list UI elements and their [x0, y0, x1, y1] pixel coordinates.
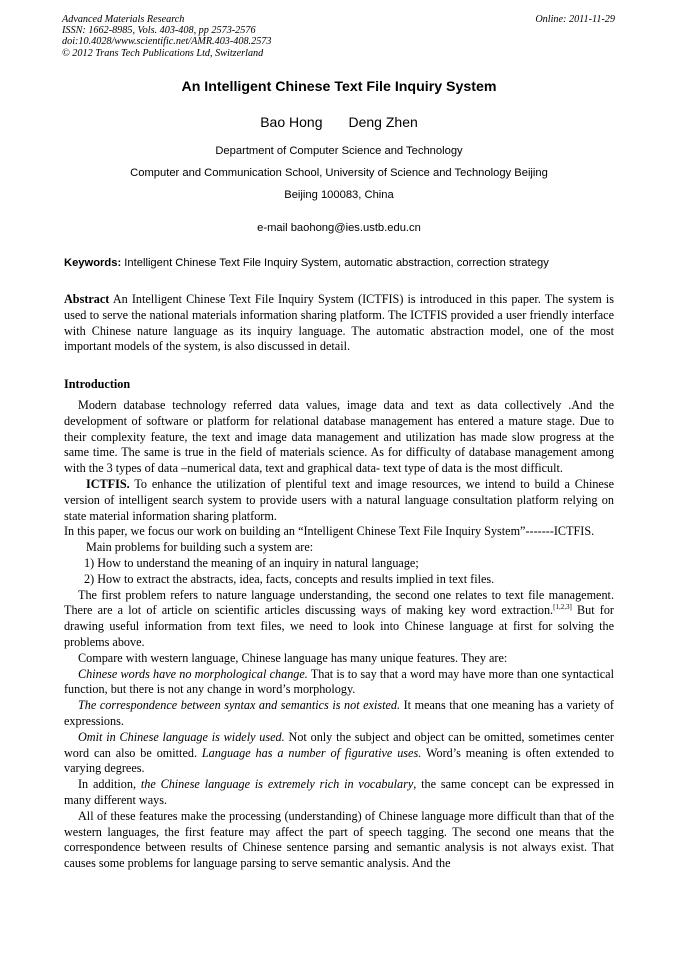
affiliation-city: Beijing 100083, China	[284, 189, 394, 201]
author-name: Bao Hong	[260, 114, 323, 130]
abstract-text: An Intelligent Chinese Text File Inquiry System (ICTFIS) is introduced in this paper. The system is used to serve the national materials information sharing platform. The ICTFIS provided a user friendly interface with Chinese nature language as its inquiry language. The automatic abstraction model, one of the most important models of the system, is also discussed in detail.	[64, 292, 614, 354]
inline-bold: ICTFIS.	[86, 476, 130, 491]
author-list	[0, 114, 678, 130]
author-email: e-mail baohong@ies.ustb.edu.cn	[257, 222, 421, 234]
section-heading: Introduction	[64, 377, 131, 391]
online-date: Online: 2011-11-29	[535, 14, 615, 25]
keywords-text: Intelligent Chinese Text File Inquiry System, automatic abstraction, correction strategy	[121, 257, 549, 269]
paragraph: Compare with western language, Chinese language has many unique features. They are:	[78, 650, 508, 665]
feature-item: In addition, the Chinese language is extremely rich in vocabulary, the same concept can be expressed in many different ways.	[64, 777, 614, 807]
copyright-line: © 2012 Trans Tech Publications Ltd, Switzerland	[62, 47, 264, 59]
paragraph: Modern database technology referred data values, image data and text as data collectively .And the development of software or platform for relational database management has entered a mature stage. Due to their complexity feature, the text and image data management and utilization has made slow progress at the same time. The same is true in the field of materials science. As for difficulty of database management among with the 3 types of data –numerical data, text and graphical data- text type of data is the most difficult.	[64, 398, 614, 476]
paragraph: ICTFIS. To enhance the utilization of plentiful text and image resources, we intend to build a Chinese version of intelligent search system to provide users with a natural language consultation platform relying on state material information sharing platform.	[64, 476, 614, 523]
journal-header	[62, 14, 618, 59]
paragraph: In this paper, we focus our work on building an “Intelligent Chinese Text File Inquiry System”-------ICTFIS.	[64, 524, 595, 539]
affiliation-dept: Department of Computer Science and Technology	[215, 145, 463, 157]
feature-item: The correspondence between syntax and semantics is not existed. It means that one meaning has a variety of expressions.	[64, 698, 614, 728]
author-name: Deng Zhen	[348, 114, 418, 130]
list-item: 1) How to understand the meaning of an inquiry in natural language;	[84, 555, 419, 570]
paragraph: The first problem refers to nature language understanding, the second one relates to text file management. There are a lot of article on scientific articles discussing ways of making key word extraction.[1,2,3] But for drawing useful information from text files, we need to look into Chinese language at first for solving the problems above.	[64, 587, 614, 649]
keywords-label: Keywords:	[64, 257, 122, 269]
feature-item: Chinese words have no morphological change. That is to say that a word may have more than one syntactical function, but there is not any change in word’s morphology.	[64, 666, 614, 697]
paragraph: Main problems for building such a system are:	[86, 540, 314, 555]
issn-line: ISSN: 1662-8985, Vols. 403-408, pp 2573-2576	[62, 25, 256, 37]
paragraph: All of these features make the processing (understanding) of Chinese language more difficult than that of the western languages, the first feature may affect the part of speech tagging. The second one means that the correspondence between results of Chinese sentence parsing and semantic analysis is not always exist. That causes some problems for language parsing to serve semantic analysis. And the	[64, 808, 614, 871]
paper-title: An Intelligent Chinese Text File Inquiry System	[181, 79, 497, 95]
citation-ref: [1,2,3]	[553, 603, 572, 612]
abstract-label: Abstract	[64, 292, 110, 306]
affiliation-school: Computer and Communication School, University of Science and Technology Beijing	[130, 167, 548, 179]
list-item: 2) How to extract the abstracts, idea, facts, concepts and results implied in text files.	[84, 571, 495, 586]
journal-name: Advanced Materials Research	[62, 14, 185, 25]
keywords	[64, 257, 624, 269]
doi-line: doi:10.4028/www.scientific.net/AMR.403-408.2573	[62, 36, 272, 48]
abstract	[64, 292, 614, 355]
introduction-body	[64, 398, 614, 872]
feature-item: Omit in Chinese language is widely used. Not only the subject and object can be omitted, sometimes center word can also be omitted. Language has a number of figurative uses. Word’s meaning is often extended to varying degrees.	[64, 729, 614, 776]
